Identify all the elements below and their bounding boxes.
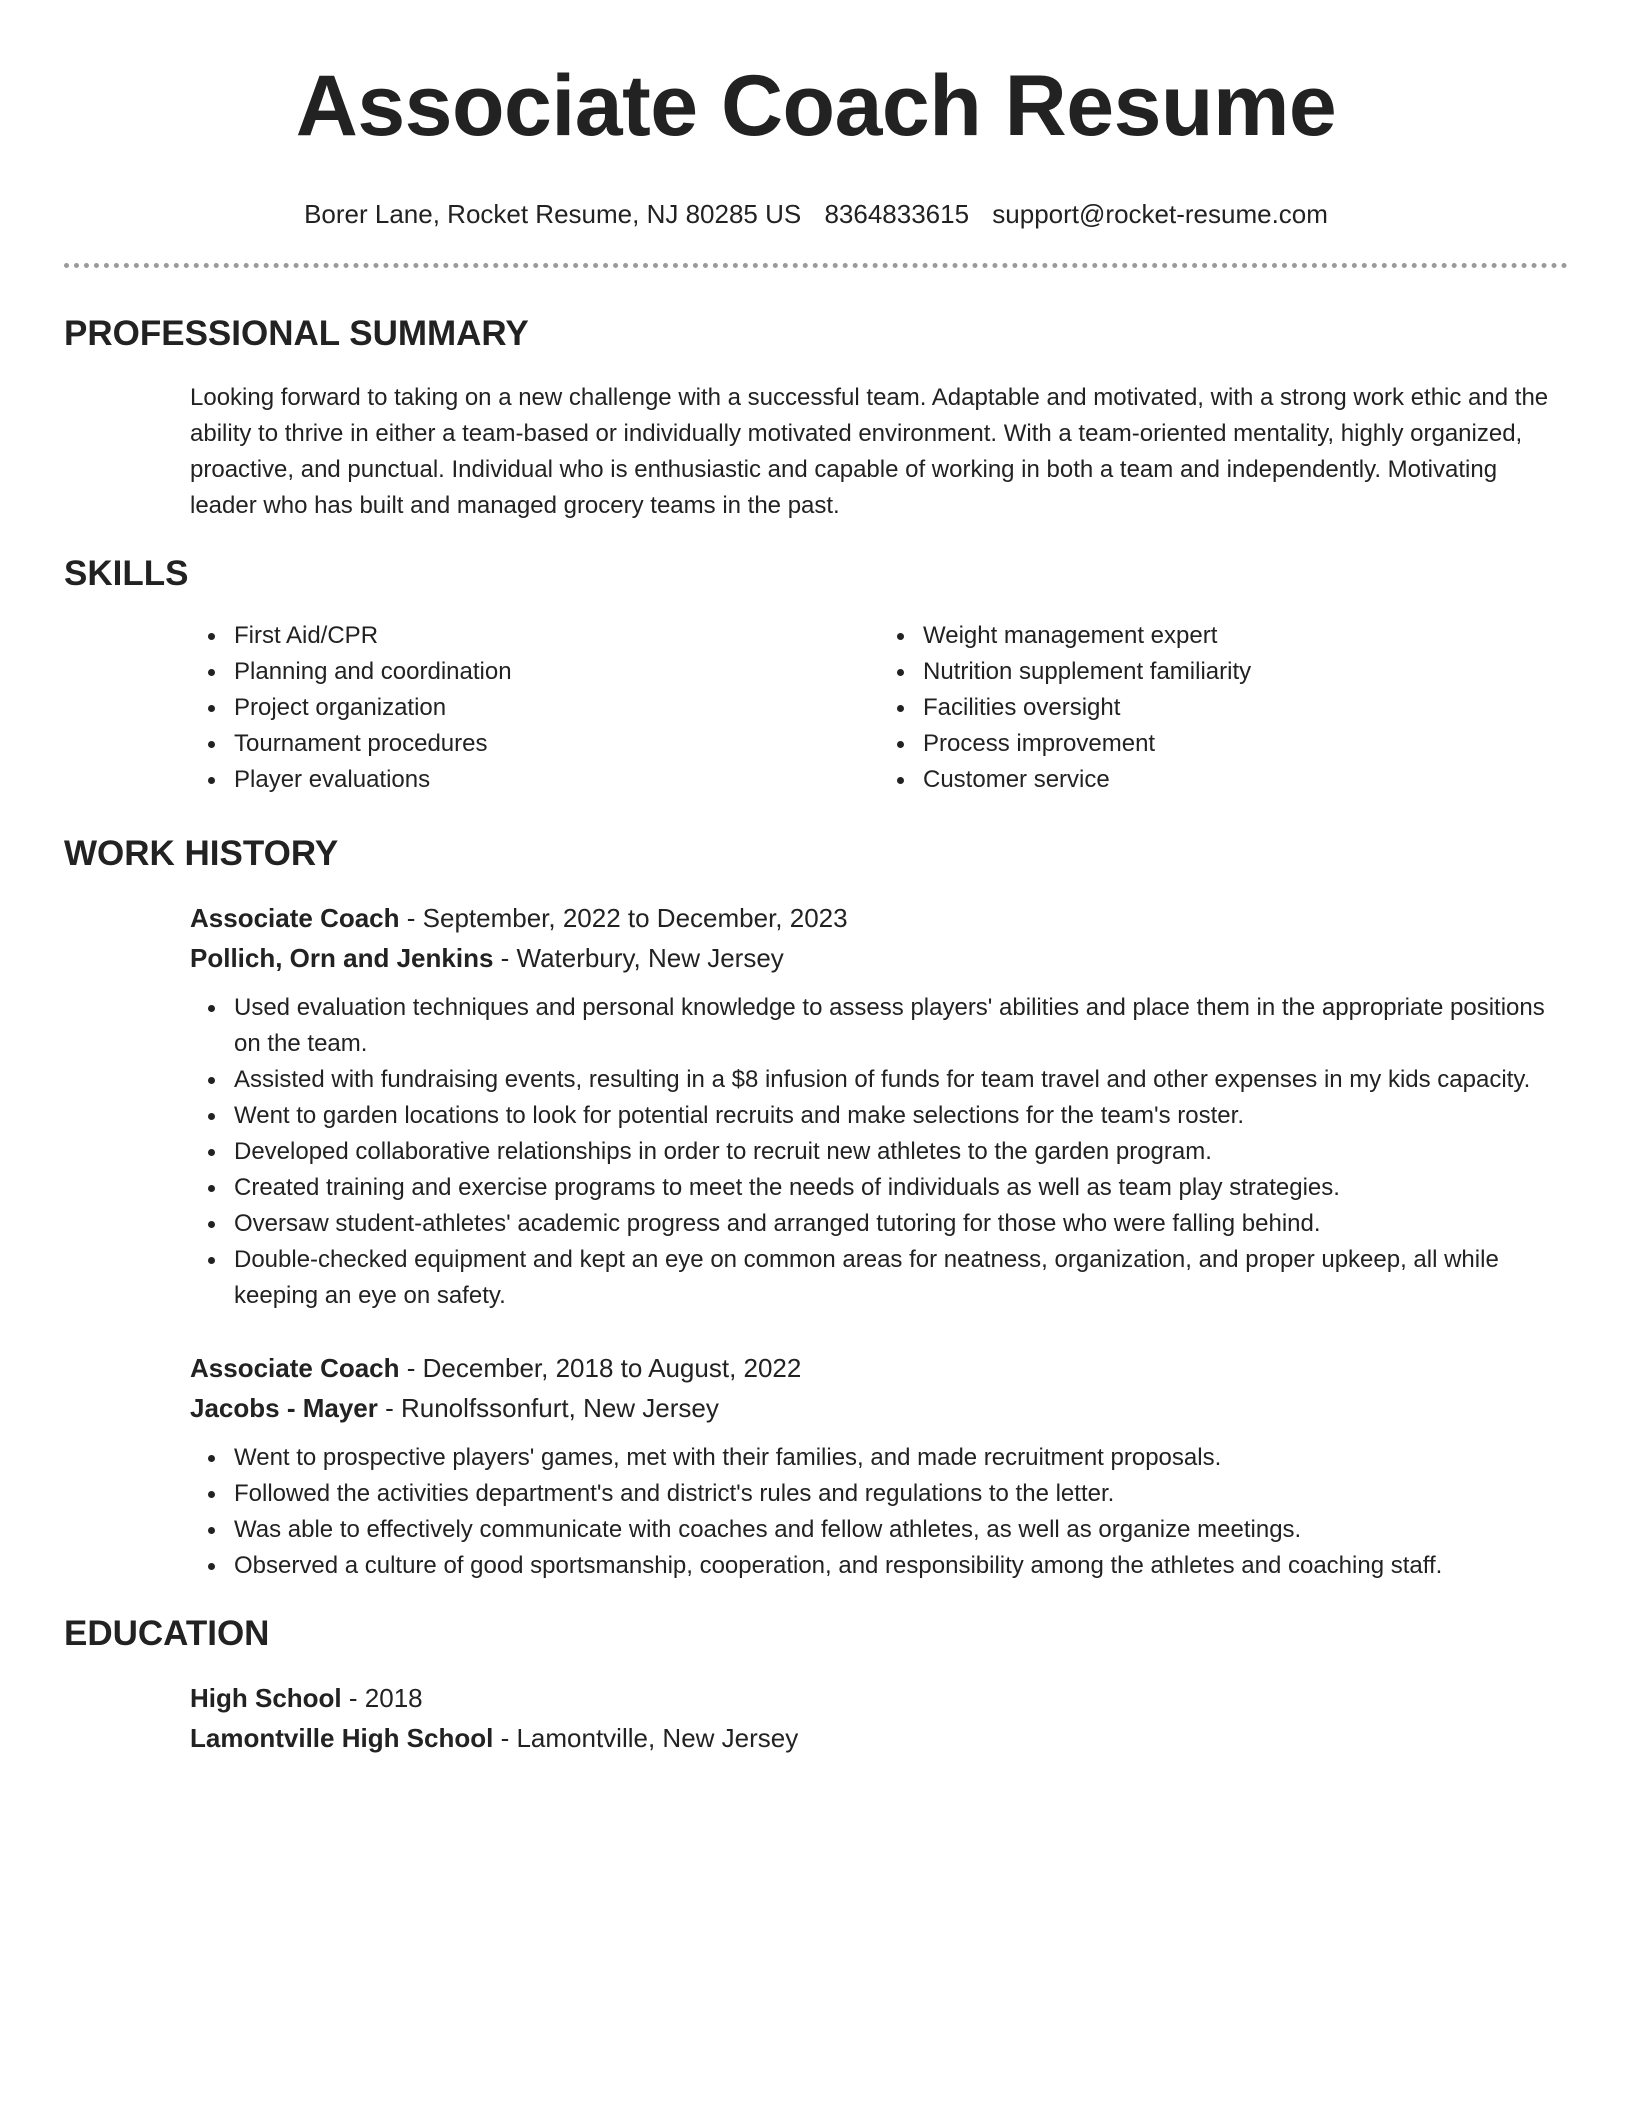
skills-heading: SKILLS <box>64 554 189 593</box>
duty-item: Oversaw student-athletes' academic progress and arranged tutoring for those who were falling behind. <box>234 1206 1568 1242</box>
duty-item: Double-checked equipment and kept an eye on common areas for neatness, organization, and proper upkeep, all while keeping an eye on safety. <box>234 1242 1568 1314</box>
job-company: Jacobs - Mayer <box>190 1393 378 1423</box>
job-duties <box>190 990 1568 1314</box>
skills-section <box>64 552 1568 798</box>
education-section <box>64 1612 1568 1758</box>
skills-column-left <box>190 618 879 798</box>
skill-item: First Aid/CPR <box>234 618 879 654</box>
header-divider <box>64 263 1568 268</box>
job-title: Associate Coach <box>190 903 400 933</box>
job-dates: - December, 2018 to August, 2022 <box>399 1353 802 1383</box>
contact-address: Borer Lane, Rocket Resume, NJ 80285 US <box>304 199 802 229</box>
contact-email: support@rocket-resume.com <box>992 199 1328 229</box>
education-heading: EDUCATION <box>64 1614 270 1653</box>
summary-heading: PROFESSIONAL SUMMARY <box>64 314 529 353</box>
skill-item: Planning and coordination <box>234 654 879 690</box>
job-entry <box>64 898 1568 1314</box>
job-title: Associate Coach <box>190 1353 400 1383</box>
job-company-line <box>190 938 1568 978</box>
duty-item: Observed a culture of good sportsmanship, cooperation, and responsibility among the athletes and coaching staff. <box>234 1548 1568 1584</box>
resume-title: Associate Coach Resume <box>295 58 1337 154</box>
job-title-line <box>190 898 1568 938</box>
school-name: Lamontville High School <box>190 1723 494 1753</box>
skill-item: Customer service <box>923 762 1568 798</box>
job-location: - Runolfssonfurt, New Jersey <box>377 1393 719 1423</box>
job-dates: - September, 2022 to December, 2023 <box>399 903 848 933</box>
duty-item: Created training and exercise programs to meet the needs of individuals as well as team play strategies. <box>234 1170 1568 1206</box>
duty-item: Went to garden locations to look for potential recruits and make selections for the team's roster. <box>234 1098 1568 1134</box>
school-location: - Lamontville, New Jersey <box>493 1723 799 1753</box>
skills-grid <box>190 618 1568 798</box>
job-company-line <box>190 1388 1568 1428</box>
skill-item: Project organization <box>234 690 879 726</box>
degree: High School <box>190 1683 342 1713</box>
skill-item: Tournament procedures <box>234 726 879 762</box>
skill-item: Nutrition supplement familiarity <box>923 654 1568 690</box>
duty-item: Went to prospective players' games, met with their families, and made recruitment proposals. <box>234 1440 1568 1476</box>
skill-item: Facilities oversight <box>923 690 1568 726</box>
duty-item: Was able to effectively communicate with coaches and fellow athletes, as well as organize meetings. <box>234 1512 1568 1548</box>
summary-section <box>64 312 1568 524</box>
work-history-heading: WORK HISTORY <box>64 834 339 873</box>
job-entry <box>64 1348 1568 1584</box>
contact-phone: 8364833615 <box>824 199 970 229</box>
duty-item: Developed collaborative relationships in order to recruit new athletes to the garden program. <box>234 1134 1568 1170</box>
school-line <box>190 1718 1568 1758</box>
contact-line <box>64 198 1568 230</box>
job-location: - Waterbury, New Jersey <box>493 943 784 973</box>
degree-line <box>190 1678 1568 1718</box>
skill-item: Process improvement <box>923 726 1568 762</box>
skills-column-right <box>879 618 1568 798</box>
duty-item: Followed the activities department's and district's rules and regulations to the letter. <box>234 1476 1568 1512</box>
skill-item: Weight management expert <box>923 618 1568 654</box>
job-title-line <box>190 1348 1568 1388</box>
skill-item: Player evaluations <box>234 762 879 798</box>
summary-text: Looking forward to taking on a new challenge with a successful team. Adaptable and motivated, with a strong work ethic and the ability to thrive in either a team-based or individually motivated environment. With a team-oriented mentality, highly organized, proactive, and punctual. Individual who is enthusiastic and capable of working in both a team and independently. Motivating leader who has built and managed grocery teams in the past. <box>190 384 1549 519</box>
work-history-section <box>64 832 1568 1584</box>
duty-item: Assisted with fundraising events, resulting in a $8 infusion of funds for team travel and other expenses in my kids capacity. <box>234 1062 1568 1098</box>
graduation-year: - 2018 <box>341 1683 423 1713</box>
duty-item: Used evaluation techniques and personal knowledge to assess players' abilities and place them in the appropriate positions on the team. <box>234 990 1568 1062</box>
education-entry <box>64 1678 1568 1758</box>
job-company: Pollich, Orn and Jenkins <box>190 943 494 973</box>
job-duties <box>190 1440 1568 1584</box>
